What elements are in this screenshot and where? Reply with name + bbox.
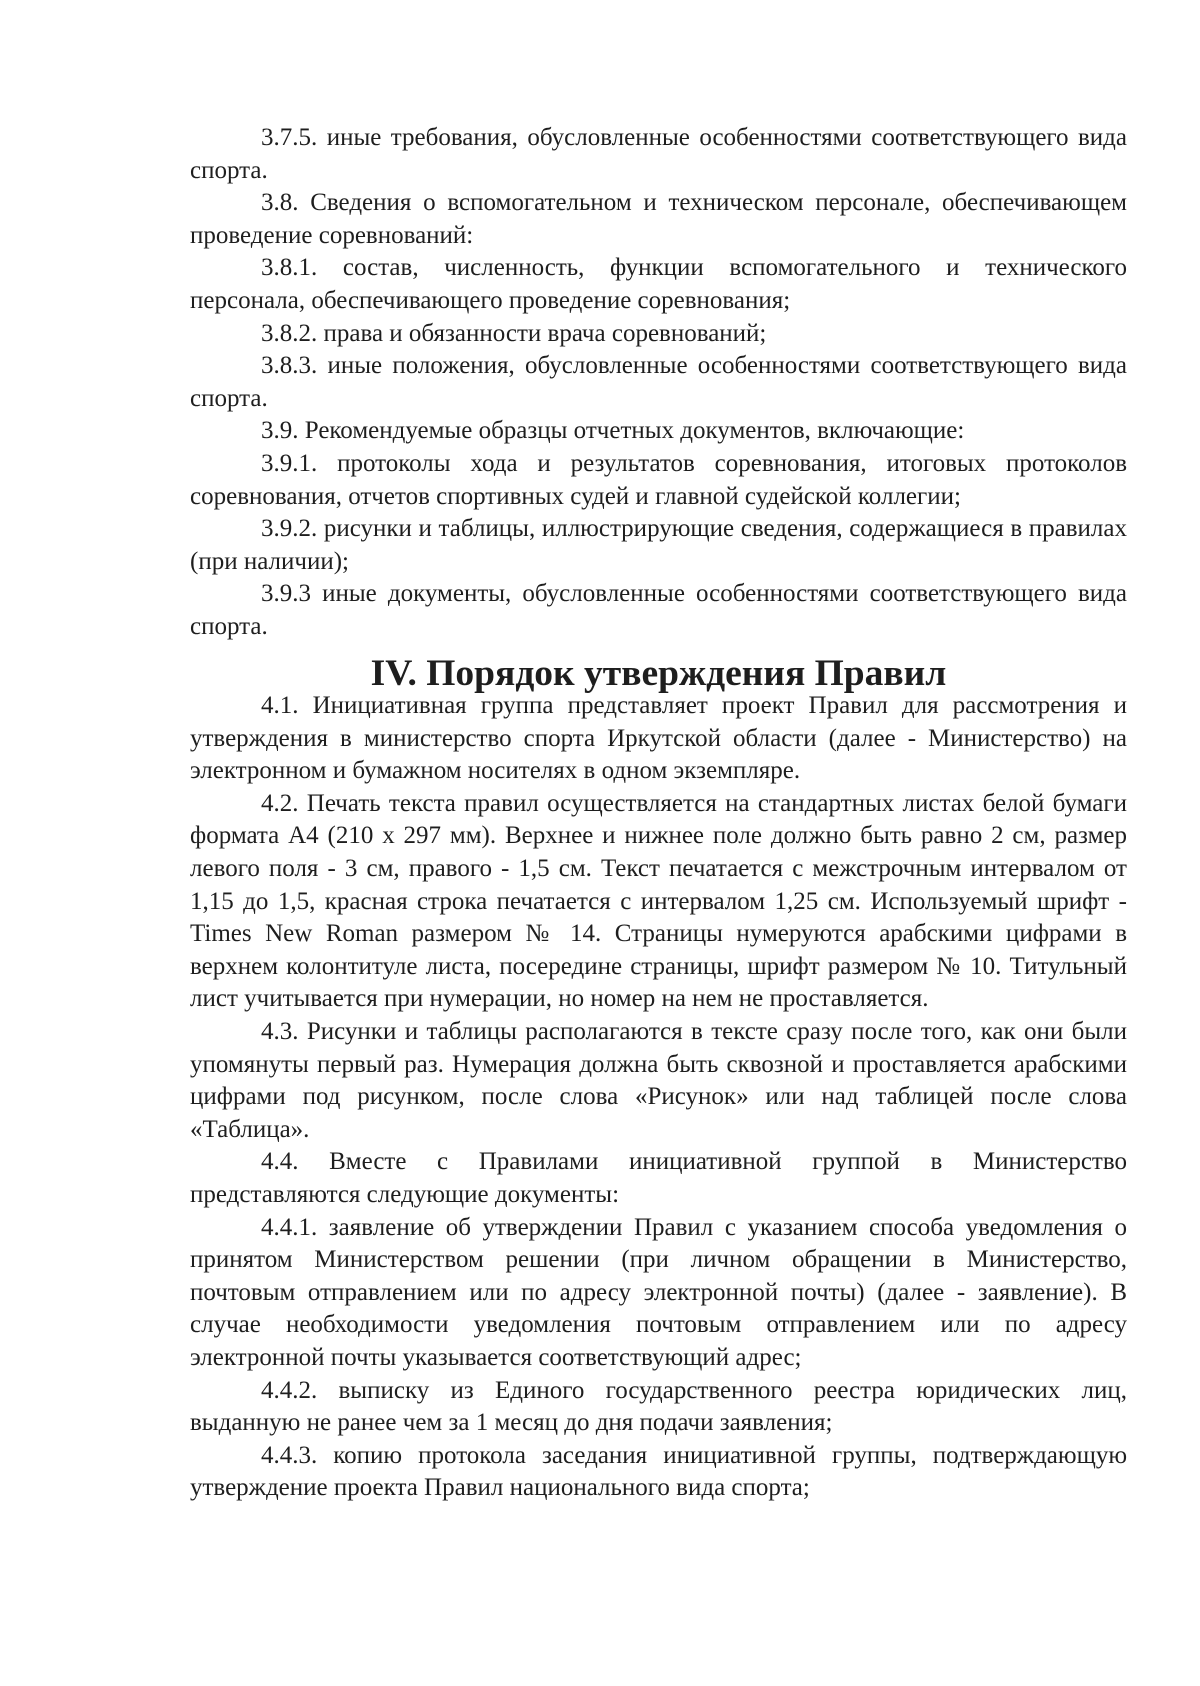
paragraph-3-9-3: 3.9.3 иные документы, обусловленные особенностями соответствующего вида спорта. bbox=[190, 580, 1127, 640]
paragraph-3-9: 3.9. Рекомендуемые образцы отчетных документов, включающие: bbox=[261, 417, 965, 445]
paragraph-4-3: 4.3. Рисунки и таблицы располагаются в тексте сразу после того, как они были упомянуты первый раз. Нумерация должна быть сквозной и проставляется арабскими цифрами под рисунком, после слова «Рисунок» или над таблицей после слова «Таблица». bbox=[190, 1018, 1127, 1143]
section-heading: IV. Порядок утверждения Правил bbox=[370, 652, 947, 694]
paragraph-4-4-2: 4.4.2. выписку из Единого государственного реестра юридических лиц, выданную не ранее чем за 1 месяц до дня подачи заявления; bbox=[190, 1376, 1127, 1437]
document-page bbox=[190, 122, 1127, 1505]
paragraph-3-8: 3.8. Сведения о вспомогательном и техническом персонале, обеспечивающем проведение соревнований: bbox=[190, 189, 1127, 249]
paragraph-3-8-1: 3.8.1. состав, численность, функции вспомогательного и технического персонала, обеспечивающего проведение соревнования; bbox=[190, 254, 1127, 314]
paragraph-4-2: 4.2. Печать текста правил осуществляется на стандартных листах белой бумаги формата А4 (210 x 297 мм). Верхнее и нижнее поле должно быть равно 2 см, размер левого поля - 3 см, правого - 1,5 см. Текст печатается с межстрочным интервалом от 1,15 до 1,5, красная строка печатается с интервалом 1,25 см. Используемый шрифт - Times New Roman размером № 14. Страницы нумеруются арабскими цифрами в верхнем колонтитуле листа, посередине страницы, шрифт размером № 10. Титульный лист учитывается при нумерации, но номер на нем не проставляется. bbox=[190, 789, 1127, 1013]
paragraph-4-1: 4.1. Инициативная группа представляет проект Правил для рассмотрения и утверждения в министерство спорта Иркутской области (далее - Министерство) на электронном и бумажном носителях в одном экземпляре. bbox=[190, 692, 1127, 785]
paragraph-4-4: 4.4. Вместе с Правилами инициативной группой в Министерство представляются следующие документы: bbox=[190, 1148, 1127, 1208]
paragraph-3-7-5: 3.7.5. иные требования, обусловленные особенностями соответствующего вида спорта. bbox=[190, 124, 1127, 184]
paragraph-4-4-1: 4.4.1. заявление об утверждении Правил с указанием способа уведомления о принятом Министерством решении (при личном обращении в Министерство, почтовым отправлением или по адресу электронной почты) (далее - заявление). В случае необходимости уведомления почтовым отправлением или по адресу электронной почты указывается соответствующий адрес; bbox=[190, 1213, 1127, 1371]
paragraph-4-4-3: 4.4.3. копию протокола заседания инициативной группы, подтверждающую утверждение проекта Правил национального вида спорта; bbox=[190, 1441, 1127, 1502]
paragraph-3-8-2: 3.8.2. права и обязанности врача соревнований; bbox=[261, 319, 767, 347]
paragraph-3-9-1: 3.9.1. протоколы хода и результатов соревнования, итоговых протоколов соревнования, отчетов спортивных судей и главной судейской коллегии; bbox=[190, 449, 1127, 510]
paragraph-3-9-2: 3.9.2. рисунки и таблицы, иллюстрирующие сведения, содержащиеся в правилах (при наличии); bbox=[190, 515, 1127, 575]
paragraph-3-8-3: 3.8.3. иные положения, обусловленные особенностями соответствующего вида спорта. bbox=[190, 352, 1127, 412]
